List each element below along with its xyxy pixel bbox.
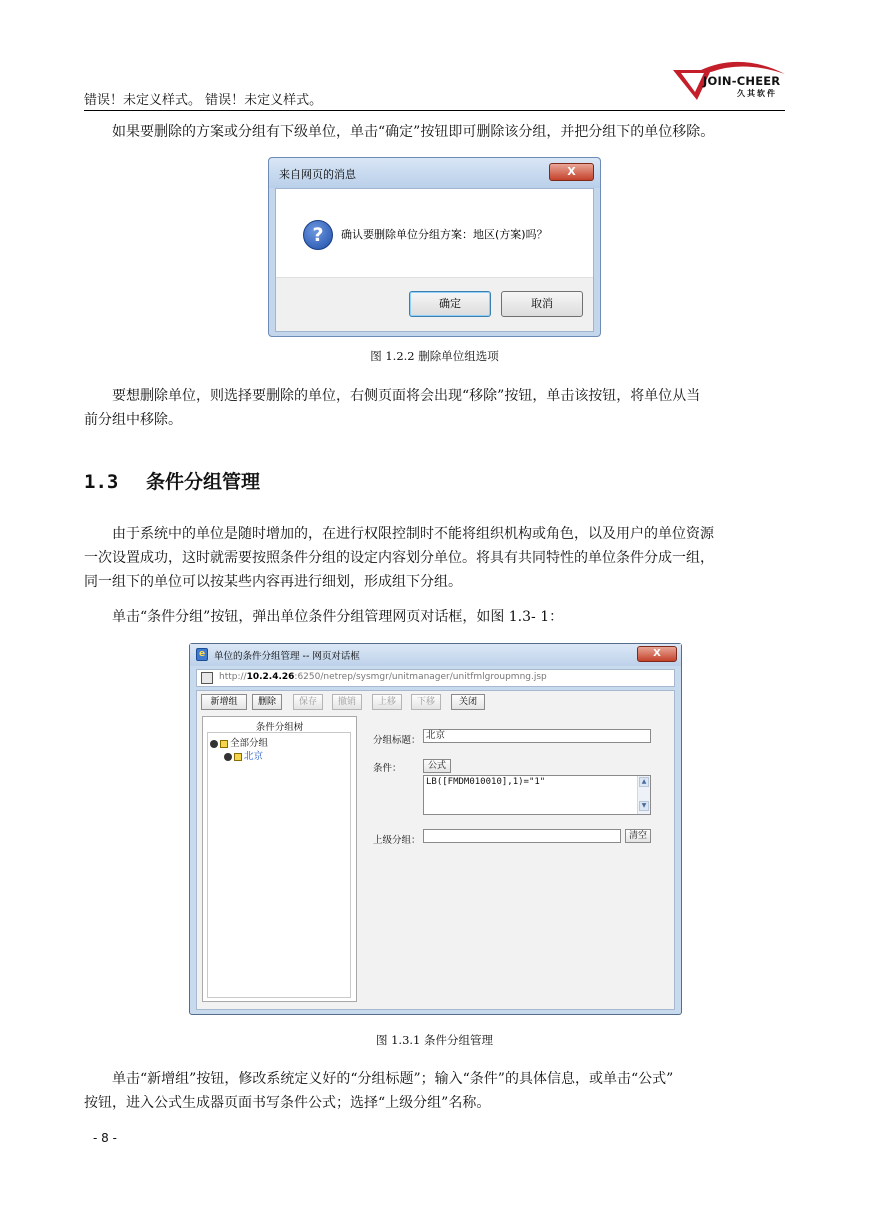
header-rule (84, 110, 785, 111)
paragraph-remove-unit: 要想删除单位，则选择要删除的单位，右侧页面将会出现“移除”按钮，单击该按钮，将单位从当 前分组中移除。 (84, 388, 701, 428)
cancel-button[interactable]: 取消 (501, 291, 583, 317)
question-icon: ? (303, 220, 333, 250)
toolbar-new-group-button[interactable]: 新增组 (201, 694, 247, 710)
section-number: 1.3 (84, 471, 119, 493)
figure-caption-2: 图 1.3.1 条件分组管理 (375, 1033, 494, 1047)
folder-icon (220, 740, 228, 748)
textarea-scrollbar[interactable] (637, 776, 650, 814)
condition-group-tree (202, 716, 357, 1002)
condition-label: 条件： (373, 763, 402, 774)
node-icon (224, 753, 232, 761)
condition-group-dialog (189, 643, 682, 1015)
confirm-dialog-titlebar (269, 158, 600, 188)
paragraph-delete-group: 如果要删除的方案或分组有下级单位，单击“确定”按钮即可删除该分组，并把分组下的单位移除。 (112, 124, 715, 140)
address-bar[interactable] (196, 669, 675, 687)
header-text: 错误！未定义样式。 错误！未定义样式。 (84, 93, 323, 108)
toolbar-undo-button[interactable]: 撤销 (332, 694, 362, 710)
ie-icon: e (196, 648, 208, 661)
confirm-button-bar (276, 277, 593, 331)
paragraph-condition-group-intro: 由于系统中的单位是随时增加的，在进行权限控制时不能将组织机构或角色，以及用户的单位资源 一次设置成功，这时就需要按照条件分组的设定内容划分单位。将具有共同特性的单位条件分成一组， 同一组下的单位可以按某些内容再进行细划，形成组下分组。 (84, 526, 714, 590)
section-heading (84, 467, 260, 494)
logo-subtitle: 久其软件 (737, 89, 777, 98)
web-dialog-close-button[interactable]: X (637, 646, 677, 662)
toolbar-close-button[interactable]: 关闭 (451, 694, 485, 710)
toolbar-delete-button[interactable]: 删除 (252, 694, 282, 710)
condition-value: LB([FMDM010010],1)="1" (426, 777, 546, 787)
tree-node-beijing[interactable]: 北京 (224, 748, 263, 762)
web-dialog-title: 单位的条件分组管理 -- 网页对话框 (214, 651, 360, 662)
confirm-dialog-title: 来自网页的消息 (279, 168, 356, 181)
tree-node-all-groups[interactable]: 全部分组 (210, 735, 268, 749)
toolbar-save-button[interactable]: 保存 (293, 694, 323, 710)
address-text: http://10.2.4.26:6250/netrep/sysmgr/unitmanager/unitfmlgroupmng.jsp (219, 672, 547, 682)
page-number: - 8 - (93, 1131, 117, 1145)
paragraph-new-group-steps: 单击“新增组”按钮，修改系统定义好的“分组标题”；输入“条件”的具体信息，或单击“公式” 按钮，进入公式生成器页面书写条件公式；选择“上级分组”名称。 (84, 1071, 674, 1111)
ok-button[interactable]: 确定 (409, 291, 491, 317)
group-title-input[interactable]: 北京 (423, 729, 651, 743)
paragraph-open-dialog: 单击“条件分组”按钮，弹出单位条件分组管理网页对话框，如图 1.3- 1： (112, 609, 564, 625)
confirm-dialog-body (275, 188, 594, 332)
dialog-page (196, 690, 675, 1010)
logo-wordmark: JOIN-CHEER (703, 74, 781, 88)
confirm-dialog (268, 157, 601, 337)
clear-button[interactable]: 清空 (625, 829, 651, 843)
toolbar-move-down-button[interactable]: 下移 (411, 694, 441, 710)
parent-group-input[interactable] (423, 829, 621, 843)
close-button[interactable]: X (549, 163, 594, 181)
toolbar-move-up-button[interactable]: 上移 (372, 694, 402, 710)
figure-caption-1: 图 1.2.2 删除单位组选项 (370, 349, 499, 363)
group-title-label: 分组标题： (373, 735, 421, 746)
condition-textarea[interactable] (423, 775, 651, 815)
parent-group-label: 上级分组： (373, 835, 421, 846)
formula-button[interactable]: 公式 (423, 759, 451, 773)
tree-title: 条件分组树 (255, 722, 304, 733)
confirm-message: 确认要删除单位分组方案：地区(方案)吗？ (341, 228, 548, 241)
scroll-down-icon[interactable]: ▼ (639, 801, 649, 811)
web-dialog-titlebar (190, 644, 681, 666)
section-title: 条件分组管理 (146, 471, 261, 493)
scroll-up-icon[interactable]: ▲ (639, 777, 649, 787)
folder-icon (234, 753, 242, 761)
page-icon (201, 672, 213, 684)
tree-panel (207, 732, 351, 998)
company-logo (671, 56, 787, 104)
collapse-icon[interactable] (210, 740, 218, 748)
